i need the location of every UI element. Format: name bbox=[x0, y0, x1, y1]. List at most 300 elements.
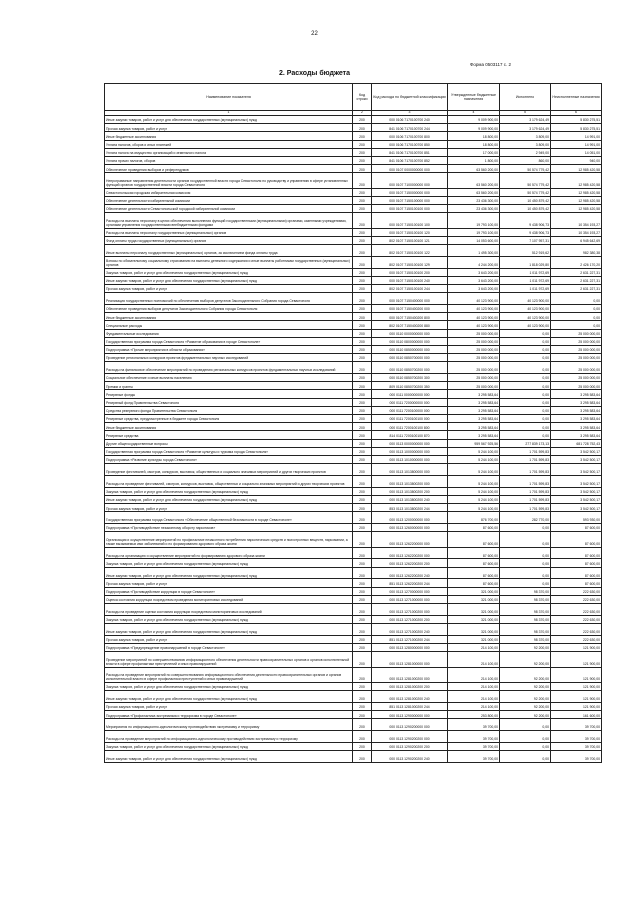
table-row bbox=[105, 156, 602, 164]
row-remaining-amount: 940,00 bbox=[551, 156, 602, 164]
row-classification-code: 802 0107 7150100100 121 bbox=[372, 236, 448, 244]
row-classification-code: 000 0113 1280000000 000 bbox=[372, 644, 448, 652]
row-name: Прочая закупка товаров, работ и услуг bbox=[105, 504, 353, 512]
row-approved-amount: 19 793 100,00 bbox=[448, 228, 500, 236]
row-remaining-amount: 2 426 170,20 bbox=[551, 256, 602, 268]
row-line-code: 200 bbox=[353, 132, 372, 140]
row-line-code: 200 bbox=[353, 719, 372, 731]
row-remaining-amount: 3 542 500,17 bbox=[551, 447, 602, 455]
row-name: Иные бюджетные ассигнования bbox=[105, 423, 353, 431]
table-row bbox=[105, 293, 602, 305]
row-classification-code: 000 0113 1200000000 000 bbox=[372, 512, 448, 524]
table-header-row bbox=[105, 84, 602, 111]
row-name: Другие общегосударственные вопросы bbox=[105, 439, 353, 447]
row-line-code: 200 bbox=[353, 504, 372, 512]
row-remaining-amount: 87 600,00 bbox=[551, 524, 602, 532]
row-classification-code: 802 0107 7150400200 880 bbox=[372, 321, 448, 329]
row-approved-amount: 40 123 900,00 bbox=[448, 304, 500, 312]
row-remaining-amount: 222 630,00 bbox=[551, 635, 602, 643]
column-number: 1 bbox=[105, 111, 353, 116]
row-executed-amount: 40 123 900,00 bbox=[500, 321, 551, 329]
table-row bbox=[105, 140, 602, 148]
row-remaining-amount: 25 000 000,00 bbox=[551, 362, 602, 374]
row-executed-amount: 1 701 599,83 bbox=[500, 504, 551, 512]
row-line-code: 200 bbox=[353, 304, 372, 312]
row-executed-amount: 9 438 906,73 bbox=[500, 213, 551, 228]
row-classification-code: 000 0110 0850700200 000 bbox=[372, 362, 448, 374]
row-line-code: 200 bbox=[353, 213, 372, 228]
row-remaining-amount: 222 630,00 bbox=[551, 604, 602, 616]
table-row bbox=[105, 406, 602, 414]
row-remaining-amount: 39 700,00 bbox=[551, 731, 602, 743]
table-row bbox=[105, 751, 602, 763]
row-line-code: 200 bbox=[353, 423, 372, 431]
row-classification-code: 814 0111 7200100100 870 bbox=[372, 431, 448, 439]
row-approved-amount: 87 600,00 bbox=[448, 547, 500, 559]
row-classification-code: 000 0107 7150100100 000 bbox=[372, 205, 448, 213]
row-name: Закупка товаров, работ и услуг для обеспечения государственных (муниципальных) нужд bbox=[105, 682, 353, 690]
row-name: Прочая закупка товаров, работ и услуг bbox=[105, 635, 353, 643]
table-row bbox=[105, 173, 602, 188]
row-approved-amount: 3 295 583,64 bbox=[448, 431, 500, 439]
table-row bbox=[105, 742, 602, 750]
row-remaining-amount: 39 700,00 bbox=[551, 742, 602, 750]
row-executed-amount: 1 701 599,83 bbox=[500, 447, 551, 455]
row-classification-code: 000 0113 1000000000 000 bbox=[372, 447, 448, 455]
row-classification-code: 000 0113 1262200200 000 bbox=[372, 547, 448, 559]
row-approved-amount: 3 295 583,64 bbox=[448, 415, 500, 423]
row-name: Мероприятия по информационно-идеологическому противодействию экстремизму и терроризму bbox=[105, 719, 353, 731]
table-row bbox=[105, 504, 602, 512]
row-classification-code: 000 0107 7150400200 800 bbox=[372, 313, 448, 321]
row-remaining-amount: 0,00 bbox=[551, 313, 602, 321]
row-name: Обеспечение проведения выборов и референдумов bbox=[105, 165, 353, 173]
row-approved-amount: 4 244 200,00 bbox=[448, 256, 500, 268]
row-approved-amount: 25 000 000,00 bbox=[448, 374, 500, 382]
table-row bbox=[105, 196, 602, 204]
row-line-code: 200 bbox=[353, 285, 372, 293]
row-classification-code: 000 0110 0850700000 000 bbox=[372, 354, 448, 362]
row-line-code: 200 bbox=[353, 148, 372, 156]
row-name: Фонд оплаты труда государственных (муниципальных) органов bbox=[105, 236, 353, 244]
table-row bbox=[105, 559, 602, 567]
row-approved-amount: 87 600,00 bbox=[448, 524, 500, 532]
row-classification-code: 000 0113 1013800200 200 bbox=[372, 487, 448, 495]
row-line-code: 200 bbox=[353, 321, 372, 329]
row-line-code: 200 bbox=[353, 362, 372, 374]
table-row bbox=[105, 547, 602, 559]
row-classification-code: 000 0111 7200100000 000 bbox=[372, 406, 448, 414]
row-approved-amount: 63 560 200,00 bbox=[448, 173, 500, 188]
row-approved-amount: 25 000 000,00 bbox=[448, 345, 500, 353]
row-approved-amount: 321 000,00 bbox=[448, 635, 500, 643]
row-executed-amount: 40 123 900,00 bbox=[500, 293, 551, 305]
row-approved-amount: 253 800,00 bbox=[448, 711, 500, 719]
row-approved-amount: 214 100,00 bbox=[448, 691, 500, 703]
row-name: Подпрограмма «Предупреждение правонарушений в городе Севастополе» bbox=[105, 644, 353, 652]
row-line-code: 200 bbox=[353, 245, 372, 257]
column-number: 2 bbox=[353, 111, 372, 116]
table-row bbox=[105, 313, 602, 321]
table-row bbox=[105, 398, 602, 406]
table-body bbox=[105, 116, 602, 763]
row-remaining-amount: 6 945 642,69 bbox=[551, 236, 602, 244]
row-line-code: 200 bbox=[353, 337, 372, 345]
row-remaining-amount: 0,00 bbox=[551, 321, 602, 329]
column-number: 6 bbox=[551, 111, 602, 116]
row-approved-amount: 5 244 100,00 bbox=[448, 495, 500, 503]
row-classification-code: 000 0111 0000000000 000 bbox=[372, 390, 448, 398]
row-executed-amount: 0,00 bbox=[500, 415, 551, 423]
row-name: Расходы на проведение мероприятий по совершенствованию информационного обеспечения деятельности правоохранительных органов и органов исполнительной власти в сфере профилактики преступлений и иных правонарушений bbox=[105, 667, 353, 682]
row-classification-code: 000 0113 1271000200 200 bbox=[372, 615, 448, 623]
table-row bbox=[105, 345, 602, 353]
row-approved-amount: 18 800,00 bbox=[448, 140, 500, 148]
row-name: Обеспечение деятельности избирательной комиссии bbox=[105, 196, 353, 204]
row-approved-amount: 1 800,00 bbox=[448, 156, 500, 164]
row-line-code: 200 bbox=[353, 487, 372, 495]
row-executed-amount: 1 701 599,83 bbox=[500, 495, 551, 503]
row-approved-amount: 87 600,00 bbox=[448, 559, 500, 567]
table-row bbox=[105, 587, 602, 595]
row-approved-amount: 3 643 200,00 bbox=[448, 276, 500, 284]
row-remaining-amount: 161 600,00 bbox=[551, 711, 602, 719]
row-remaining-amount: 87 600,00 bbox=[551, 579, 602, 587]
row-name: Иные закупки товаров, работ и услуг для обеспечения государственных (муниципальных) нужд bbox=[105, 624, 353, 636]
row-approved-amount: 5 244 100,00 bbox=[448, 475, 500, 487]
row-approved-amount: 39 700,00 bbox=[448, 742, 500, 750]
table-row bbox=[105, 512, 602, 524]
row-approved-amount: 321 000,00 bbox=[448, 587, 500, 595]
row-executed-amount: 0,00 bbox=[500, 719, 551, 731]
row-executed-amount: 98 370,00 bbox=[500, 604, 551, 616]
row-approved-amount: 321 000,00 bbox=[448, 615, 500, 623]
table-row bbox=[105, 374, 602, 382]
row-remaining-amount: 0,00 bbox=[551, 304, 602, 312]
row-line-code: 200 bbox=[353, 276, 372, 284]
row-executed-amount: 3 809,00 bbox=[500, 132, 551, 140]
table-row bbox=[105, 532, 602, 547]
row-classification-code: 000 0113 0000000000 000 bbox=[372, 439, 448, 447]
row-line-code: 200 bbox=[353, 439, 372, 447]
row-remaining-amount: 25 000 000,00 bbox=[551, 345, 602, 353]
report-title: 2. Расходы бюджета bbox=[279, 70, 350, 77]
table-row bbox=[105, 124, 602, 132]
row-line-code: 200 bbox=[353, 624, 372, 636]
row-name: Расходы на проведение оценки состояния коррупции посредством мониторинговых исследований bbox=[105, 604, 353, 616]
table-row bbox=[105, 719, 602, 731]
row-approved-amount: 959 567 925,56 bbox=[448, 439, 500, 447]
header-executed: Исполнено bbox=[500, 84, 551, 111]
row-approved-amount: 39 700,00 bbox=[448, 751, 500, 763]
row-name: Фундаментальные исследования bbox=[105, 329, 353, 337]
table-row bbox=[105, 228, 602, 236]
row-executed-amount: 0,00 bbox=[500, 559, 551, 567]
row-name: Подпрограмма «Профилактика экстремизма и терроризма в городе Севастополе» bbox=[105, 711, 353, 719]
table-row bbox=[105, 276, 602, 284]
row-executed-amount: 282 770,00 bbox=[500, 512, 551, 524]
row-remaining-amount: 3 542 500,17 bbox=[551, 504, 602, 512]
row-classification-code: 000 0113 1290200000 000 bbox=[372, 719, 448, 731]
row-approved-amount: 17 000,00 bbox=[448, 148, 500, 156]
table-row bbox=[105, 415, 602, 423]
row-executed-amount: 98 370,00 bbox=[500, 615, 551, 623]
row-executed-amount: 1 701 599,83 bbox=[500, 475, 551, 487]
row-name: Закупка товаров, работ и услуг для обеспечения государственных (муниципальных) нужд bbox=[105, 615, 353, 623]
row-name: Расходы на организацию и осуществление мероприятий по формированию здорового образа жизни bbox=[105, 547, 353, 559]
row-name: Иные закупки товаров, работ и услуг для обеспечения государственных (муниципальных) нужд bbox=[105, 495, 353, 503]
row-name: Иные закупки товаров, работ и услуг для обеспечения государственных (муниципальных) нужд bbox=[105, 116, 353, 124]
table-row bbox=[105, 390, 602, 398]
row-remaining-amount: 121 900,00 bbox=[551, 682, 602, 690]
header-name: Наименование показателя bbox=[105, 84, 353, 111]
row-name: Прочая закупка товаров, работ и услуг bbox=[105, 702, 353, 710]
row-classification-code: 000 0110 0800000000 000 bbox=[372, 337, 448, 345]
row-line-code: 200 bbox=[353, 390, 372, 398]
row-name: Средства резервного фонда Правительства Севастополя bbox=[105, 406, 353, 414]
row-line-code: 200 bbox=[353, 354, 372, 362]
row-line-code: 200 bbox=[353, 667, 372, 682]
row-executed-amount: 92 200,00 bbox=[500, 644, 551, 652]
row-line-code: 200 bbox=[353, 345, 372, 353]
row-line-code: 200 bbox=[353, 595, 372, 603]
row-remaining-amount: 222 630,00 bbox=[551, 615, 602, 623]
row-remaining-amount: 87 600,00 bbox=[551, 567, 602, 579]
row-line-code: 200 bbox=[353, 682, 372, 690]
row-line-code: 200 bbox=[353, 196, 372, 204]
header-remaining: Неисполненные назначения bbox=[551, 84, 602, 111]
row-executed-amount: 0,00 bbox=[500, 579, 551, 587]
row-classification-code: 000 0111 7200100100 000 bbox=[372, 415, 448, 423]
row-line-code: 200 bbox=[353, 374, 372, 382]
row-classification-code: 000 0106 7170100700 850 bbox=[372, 140, 448, 148]
row-approved-amount: 9 009 900,00 bbox=[448, 116, 500, 124]
table-row bbox=[105, 148, 602, 156]
row-remaining-amount: 3 295 583,64 bbox=[551, 398, 602, 406]
row-name: Прочая закупка товаров, работ и услуг bbox=[105, 285, 353, 293]
row-approved-amount: 87 600,00 bbox=[448, 532, 500, 547]
page-number: 22 bbox=[311, 31, 318, 37]
table-row bbox=[105, 475, 602, 487]
row-remaining-amount: 87 600,00 bbox=[551, 547, 602, 559]
row-executed-amount: 0,00 bbox=[500, 382, 551, 390]
row-name: Резервные средства, предусмотренные в бюджете города Севастополя bbox=[105, 415, 353, 423]
row-classification-code: 000 0113 1013800200 000 bbox=[372, 475, 448, 487]
row-classification-code: 841 0106 7170100700 852 bbox=[372, 156, 448, 164]
row-line-code: 200 bbox=[353, 702, 372, 710]
row-name: Прочая закупка товаров, работ и услуг bbox=[105, 124, 353, 132]
row-classification-code: 802 0107 7150100100 244 bbox=[372, 285, 448, 293]
row-approved-amount: 39 700,00 bbox=[448, 719, 500, 731]
row-name: Подпрограмма «Прочие мероприятия в области образования» bbox=[105, 345, 353, 353]
row-remaining-amount: 25 000 000,00 bbox=[551, 354, 602, 362]
row-executed-amount: 3 179 624,49 bbox=[500, 116, 551, 124]
row-executed-amount: 0,00 bbox=[500, 532, 551, 547]
row-remaining-amount: 25 000 000,00 bbox=[551, 382, 602, 390]
row-classification-code: 000 0106 7170100700 240 bbox=[372, 116, 448, 124]
row-name: Расходы на выплаты персоналу в целях обеспечения выполнения функций государственными (муниципальными) органами, казенными учреждениями, органами управления государственными внебюджетными фондами bbox=[105, 213, 353, 228]
row-classification-code: 000 0113 1281000200 000 bbox=[372, 667, 448, 682]
row-line-code: 200 bbox=[353, 652, 372, 667]
row-classification-code: 841 0106 7170100700 851 bbox=[372, 148, 448, 156]
row-remaining-amount: 12 985 420,58 bbox=[551, 196, 602, 204]
row-name: Уплата налогов, сборов и иных платежей bbox=[105, 140, 353, 148]
row-remaining-amount: 87 600,00 bbox=[551, 559, 602, 567]
row-name: Иные бюджетные ассигнования bbox=[105, 132, 353, 140]
row-name: Непрограммные направления деятельности органов государственной власти города Севастополя по руководству и управлению в сфере установленных функций органов государственной власти города Севастополя bbox=[105, 173, 353, 188]
row-classification-code: 000 0113 1013800200 240 bbox=[372, 495, 448, 503]
table-row bbox=[105, 731, 602, 743]
table-row bbox=[105, 487, 602, 495]
table-row bbox=[105, 711, 602, 719]
header-classification-code: Код расхода по бюджетной классификации bbox=[372, 84, 448, 111]
row-line-code: 200 bbox=[353, 415, 372, 423]
row-remaining-amount: 982 380,38 bbox=[551, 245, 602, 257]
header-line-code: Код строки bbox=[353, 84, 372, 111]
row-remaining-amount: 12 985 420,58 bbox=[551, 205, 602, 213]
table-row bbox=[105, 188, 602, 196]
row-remaining-amount: 25 000 000,00 bbox=[551, 337, 602, 345]
table-row bbox=[105, 354, 602, 362]
row-classification-code: 802 0107 7150100100 129 bbox=[372, 256, 448, 268]
table-row bbox=[105, 439, 602, 447]
row-name: Специальные расходы bbox=[105, 321, 353, 329]
row-approved-amount: 3 643 200,00 bbox=[448, 285, 500, 293]
row-executed-amount: 3 809,00 bbox=[500, 140, 551, 148]
row-classification-code: 000 0110 0850000000 000 bbox=[372, 345, 448, 353]
row-executed-amount: 0,00 bbox=[500, 398, 551, 406]
table-row bbox=[105, 667, 602, 682]
row-remaining-amount: 2 631 227,31 bbox=[551, 285, 602, 293]
row-executed-amount: 50 574 779,42 bbox=[500, 188, 551, 196]
row-approved-amount: 214 100,00 bbox=[448, 652, 500, 667]
row-classification-code: 000 0107 7150400200 000 bbox=[372, 304, 448, 312]
row-remaining-amount: 3 542 500,17 bbox=[551, 464, 602, 476]
table-row bbox=[105, 615, 602, 623]
row-executed-amount: 92 200,00 bbox=[500, 652, 551, 667]
table-row bbox=[105, 116, 602, 124]
row-classification-code: 000 0113 1271000200 000 bbox=[372, 604, 448, 616]
table-row bbox=[105, 285, 602, 293]
row-approved-amount: 3 295 583,64 bbox=[448, 423, 500, 431]
row-executed-amount: 1 011 972,69 bbox=[500, 276, 551, 284]
row-remaining-amount: 12 985 420,58 bbox=[551, 173, 602, 188]
table-row bbox=[105, 165, 602, 173]
row-name: Резервные фонды bbox=[105, 390, 353, 398]
row-name: Проведение фестивалей, смотров, конкурсов, выставок, общественных и социально значимых мероприятий и других творческих проектов bbox=[105, 464, 353, 476]
row-name: Подпрограмма «Развитие культуры города Севастополя» bbox=[105, 455, 353, 463]
table-row bbox=[105, 682, 602, 690]
row-remaining-amount: 121 900,00 bbox=[551, 702, 602, 710]
row-classification-code: 000 0113 1290200200 000 bbox=[372, 731, 448, 743]
row-remaining-amount: 12 985 420,58 bbox=[551, 165, 602, 173]
row-name: Подпрограмма «Противодействие коррупции в городе Севастополе» bbox=[105, 587, 353, 595]
row-approved-amount: 3 295 583,64 bbox=[448, 406, 500, 414]
row-executed-amount: 50 574 779,42 bbox=[500, 173, 551, 188]
table-row bbox=[105, 132, 602, 140]
row-executed-amount: 0,00 bbox=[500, 337, 551, 345]
row-approved-amount: 5 244 100,00 bbox=[448, 455, 500, 463]
row-executed-amount: 0,00 bbox=[500, 567, 551, 579]
row-line-code: 200 bbox=[353, 559, 372, 567]
row-approved-amount: 63 560 200,00 bbox=[448, 188, 500, 196]
row-executed-amount: 860,00 bbox=[500, 156, 551, 164]
row-classification-code: 000 0107 7150000000 000 bbox=[372, 188, 448, 196]
row-approved-amount: 5 244 100,00 bbox=[448, 487, 500, 495]
row-executed-amount: 0,00 bbox=[500, 354, 551, 362]
table-row bbox=[105, 604, 602, 616]
row-name: Обеспечение деятельности Севастопольской городской избирательной комиссии bbox=[105, 205, 353, 213]
row-classification-code: 000 0107 7150100000 000 bbox=[372, 196, 448, 204]
row-approved-amount: 3 295 583,64 bbox=[448, 390, 500, 398]
row-executed-amount: 0,00 bbox=[500, 423, 551, 431]
row-remaining-amount: 222 630,00 bbox=[551, 624, 602, 636]
row-classification-code: 000 0107 7150100100 120 bbox=[372, 228, 448, 236]
expenses-table bbox=[104, 83, 602, 763]
row-name: Подпрограмма «Противодействие незаконному обороту наркотиков» bbox=[105, 524, 353, 532]
row-approved-amount: 25 000 000,00 bbox=[448, 362, 500, 374]
table-row bbox=[105, 702, 602, 710]
table-row bbox=[105, 236, 602, 244]
row-remaining-amount: 121 900,00 bbox=[551, 652, 602, 667]
row-remaining-amount: 121 900,00 bbox=[551, 691, 602, 703]
row-line-code: 200 bbox=[353, 256, 372, 268]
row-name: Государственная программа города Севастополя «Развитие образования в городе Севастополе» bbox=[105, 337, 353, 345]
row-classification-code: 000 0113 1271000000 000 bbox=[372, 595, 448, 603]
row-line-code: 200 bbox=[353, 635, 372, 643]
row-line-code: 200 bbox=[353, 731, 372, 743]
row-executed-amount: 98 370,00 bbox=[500, 624, 551, 636]
row-executed-amount: 92 200,00 bbox=[500, 702, 551, 710]
row-line-code: 200 bbox=[353, 228, 372, 236]
row-line-code: 200 bbox=[353, 742, 372, 750]
row-remaining-amount: 3 295 583,64 bbox=[551, 406, 602, 414]
row-name: Закупка товаров, работ и услуг для обеспечения государственных (муниципальных) нужд bbox=[105, 268, 353, 276]
row-remaining-amount: 39 700,00 bbox=[551, 751, 602, 763]
row-classification-code: 000 0107 7150100100 240 bbox=[372, 276, 448, 284]
row-remaining-amount: 14 991,00 bbox=[551, 140, 602, 148]
row-line-code: 200 bbox=[353, 567, 372, 579]
row-line-code: 200 bbox=[353, 236, 372, 244]
row-classification-code: 000 0107 7150100100 100 bbox=[372, 213, 448, 228]
table-row bbox=[105, 495, 602, 503]
row-classification-code: 000 0113 1262200200 240 bbox=[372, 567, 448, 579]
row-executed-amount: 512 919,62 bbox=[500, 245, 551, 257]
row-classification-code: 000 0113 1281000200 240 bbox=[372, 691, 448, 703]
row-executed-amount: 92 200,00 bbox=[500, 691, 551, 703]
header-approved: Утвержденные бюджетные назначения bbox=[448, 84, 500, 111]
row-name: Расходы на проведение мероприятий по информационно-идеологическому противодействию экстремизму и терроризму bbox=[105, 731, 353, 743]
table-row bbox=[105, 329, 602, 337]
row-classification-code: 000 0113 1281000200 200 bbox=[372, 682, 448, 690]
row-name: Резервные средства bbox=[105, 431, 353, 439]
row-classification-code: 000 0113 1271000200 240 bbox=[372, 624, 448, 636]
row-executed-amount: 0,00 bbox=[500, 390, 551, 398]
row-classification-code: 000 0113 1281000000 000 bbox=[372, 652, 448, 667]
row-remaining-amount: 681 728 752,43 bbox=[551, 439, 602, 447]
row-executed-amount: 40 123 900,00 bbox=[500, 313, 551, 321]
row-remaining-amount: 3 542 500,17 bbox=[551, 475, 602, 487]
row-executed-amount: 0,00 bbox=[500, 406, 551, 414]
row-classification-code: 000 0113 1010000000 000 bbox=[372, 455, 448, 463]
table-row bbox=[105, 567, 602, 579]
row-name: Социальное обеспечение и иные выплаты населению bbox=[105, 374, 353, 382]
row-approved-amount: 14 053 600,00 bbox=[448, 236, 500, 244]
row-executed-amount: 0,00 bbox=[500, 742, 551, 750]
row-name: Прочая закупка товаров, работ и услуг bbox=[105, 579, 353, 587]
row-remaining-amount: 593 930,00 bbox=[551, 512, 602, 524]
table-row bbox=[105, 337, 602, 345]
